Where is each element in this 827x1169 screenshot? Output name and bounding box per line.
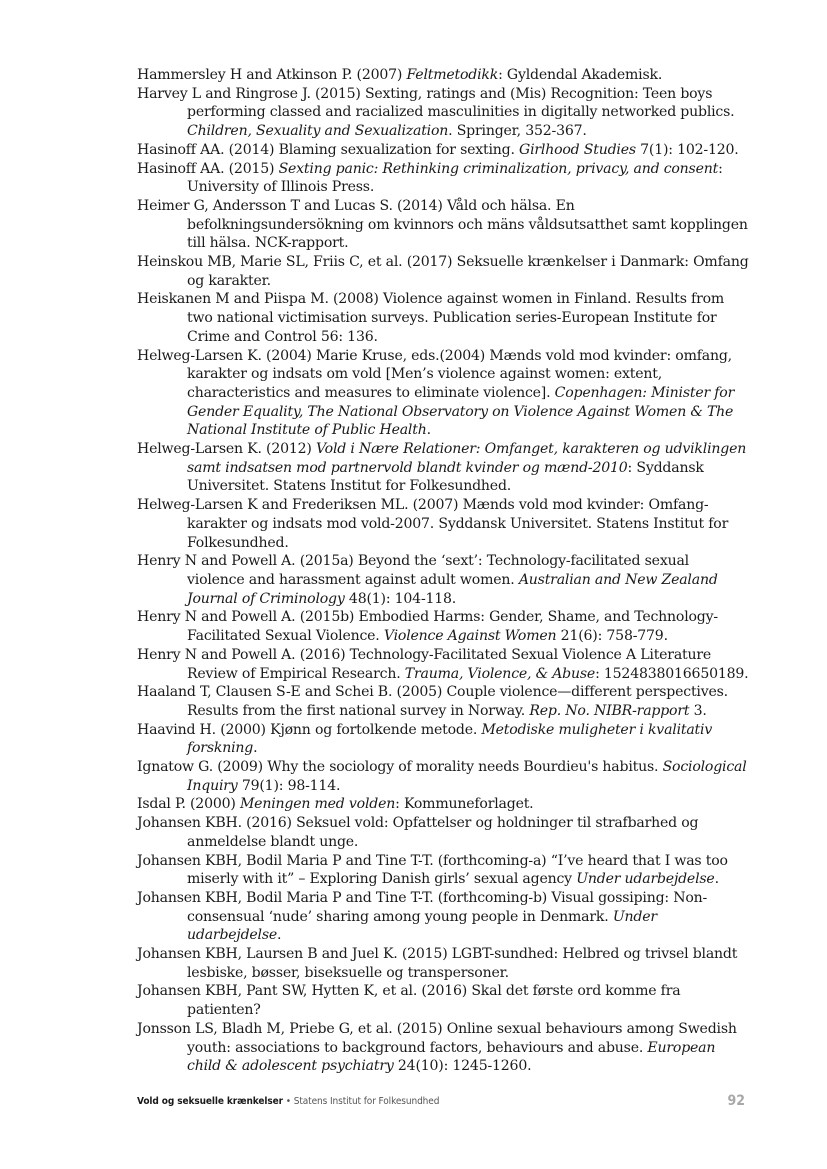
reference-text: Henry N and Powell A. (2016) Technology-Facilitated Sexual Violence A Literature Review of Empirical Research. bbox=[137, 646, 712, 682]
reference-entry bbox=[137, 290, 749, 346]
reference-entry bbox=[137, 814, 749, 851]
reference-italic-text: Under udarbejdelse bbox=[576, 871, 715, 888]
reference-italic-text: Violence Against Women bbox=[383, 628, 557, 645]
reference-italic-text: Trauma, Violence, & Abuse bbox=[404, 665, 596, 682]
reference-text: 21(6): 758-779. bbox=[556, 628, 668, 645]
reference-italic-text: Metodiske muligheter i kvalitativ forskning bbox=[187, 721, 713, 757]
reference-entry bbox=[137, 889, 749, 945]
reference-entry bbox=[137, 197, 749, 253]
reference-italic-text: Rep. No. NIBR-rapport bbox=[529, 702, 690, 719]
reference-text: Helweg-Larsen K and Frederiksen ML. (2007) Mænds vold mod kvinder: Omfang-karakter og indsats mod vold-2007. Syddansk Universitet. Statens Institut for Folkesundhed. bbox=[137, 497, 729, 551]
reference-text: Hammersley H and Atkinson P. (2007) bbox=[137, 67, 407, 83]
reference-italic-text: Vold i Nære Relationer: Omfanget, karakteren og udviklingen samt indsatsen mod partnervold blandt kvinder og mænd-2010 bbox=[187, 441, 747, 476]
reference-text: Hasinoff AA. (2014) Blaming sexualization for sexting. bbox=[137, 141, 520, 158]
reference-text: Johansen KBH, Pant SW, Hytten K, et al. (2016) Skal det første ord komme fra patienten? bbox=[137, 983, 681, 1019]
reference-text: . bbox=[253, 740, 258, 757]
reference-text: Johansen KBH, Laursen B and Juel K. (2015) LGBT-sundhed: Helbred og trivsel blandt lesbiske, bøsser, biseksuelle og transpersoner. bbox=[137, 946, 738, 981]
reference-entry bbox=[137, 683, 749, 720]
reference-entry bbox=[137, 982, 749, 1019]
reference-italic-text: Children, Sexuality and Sexualization bbox=[187, 123, 449, 140]
reference-text: Heinskou MB, Marie SL, Friis C, et al. (2017) Seksuelle krænkelser i Danmark: Omfang og karakter. bbox=[137, 254, 749, 289]
reference-text: : University of Illinois Press. bbox=[187, 160, 723, 196]
reference-list bbox=[137, 66, 749, 1076]
reference-text: : Gyldendal Akademisk. bbox=[498, 67, 663, 83]
reference-italic-text: Australian and New Zealand Journal of Criminology bbox=[187, 571, 718, 607]
reference-text: 79(1): 98-114. bbox=[237, 777, 341, 794]
reference-entry bbox=[137, 66, 749, 85]
reference-italic-text: Copenhagen: Minister for Gender Equality, The National Observatory on Violence Against Women & The National Institute of Public Health bbox=[187, 384, 735, 439]
reference-text: Johansen KBH, Bodil Maria P and Tine T-T. (forthcoming-b) Visual gossiping: Non-consensual ‘nude’ sharing among young people in Denmark. bbox=[137, 889, 708, 925]
reference-italic-text: Meningen med volden bbox=[239, 796, 396, 813]
reference-entry bbox=[137, 1020, 749, 1076]
reference-entry bbox=[137, 160, 749, 197]
reference-entry bbox=[137, 795, 749, 814]
reference-text: Johansen KBH. (2016) Seksuel vold: Opfattelser og holdninger til strafbarhed og anmeldelse blandt unge. bbox=[137, 815, 699, 850]
page-number: 92 bbox=[727, 1093, 745, 1109]
reference-entry bbox=[137, 253, 749, 290]
reference-text: Henry N and Powell A. (2015a) Beyond the ‘sext’: Technology-facilitated sexual violence and harassment against adult women. bbox=[137, 553, 689, 588]
reference-text: 3. bbox=[689, 702, 707, 719]
reference-text: : 1524838016650189. bbox=[595, 665, 749, 682]
reference-text: Jonsson LS, Bladh M, Priebe G, et al. (2015) Online sexual behaviours among Swedish youth: associations to background factors, behaviours and abuse. bbox=[137, 1020, 737, 1056]
page-footer bbox=[137, 1093, 745, 1111]
reference-text: . bbox=[714, 871, 719, 888]
reference-text: Hasinoff AA. (2015) bbox=[137, 160, 279, 177]
reference-text: Heiskanen M and Piispa M. (2008) Violence against women in Finland. Results from two national victimisation surveys. Publication series-European Institute for Crime and Control 56: 136. bbox=[137, 291, 725, 345]
reference-italic-text: Sexting panic: Rethinking criminalization, privacy, and consent bbox=[278, 160, 719, 177]
reference-text: . bbox=[277, 927, 282, 944]
reference-text: Johansen KBH, Bodil Maria P and Tine T-T. (forthcoming-a) “I’ve heard that I was too miserly with it” – Exploring Danish girls’ sexual agency bbox=[137, 852, 728, 888]
reference-text: 7(1): 102-120. bbox=[635, 141, 739, 158]
reference-entry bbox=[137, 141, 749, 160]
reference-text: . Springer, 352-367. bbox=[448, 123, 587, 140]
reference-text: : Syddansk Universitet. Statens Institut for Folkesundhed. bbox=[187, 459, 704, 495]
reference-text: Isdal P. (2000) bbox=[137, 796, 240, 813]
reference-text: Harvey L and Ringrose J. (2015) Sexting, ratings and (Mis) Recognition: Teen boys performing classed and racialized masculinities in digitally networked publics. bbox=[137, 85, 735, 121]
reference-italic-text: European child & adolescent psychiatry bbox=[187, 1039, 716, 1075]
reference-text: Henry N and Powell A. (2015b) Embodied Harms: Gender, Shame, and Technology-Facilitated Sexual Violence. bbox=[137, 609, 718, 645]
reference-text: : Kommuneforlaget. bbox=[395, 796, 534, 813]
reference-text: Helweg-Larsen K. (2004) Marie Kruse, eds.(2004) Mænds vold mod kvinder: omfang, karakter og indsats om vold [Men’s violence against women: extent, characteristics and measures to eliminate violence]. bbox=[137, 347, 732, 401]
reference-text: Helweg-Larsen K. (2012) bbox=[137, 441, 316, 458]
reference-entry bbox=[137, 945, 749, 982]
reference-entry bbox=[137, 758, 749, 795]
reference-text: Heimer G, Andersson T and Lucas S. (2014) Våld och hälsa. En befolkningsundersökning om kvinnors och mäns våldsutsatthet samt kopplingen till hälsa. NCK-rapport. bbox=[137, 197, 748, 252]
reference-entry bbox=[137, 552, 749, 608]
reference-entry bbox=[137, 646, 749, 683]
reference-entry bbox=[137, 85, 749, 141]
reference-text: 24(10): 1245-1260. bbox=[393, 1058, 532, 1075]
reference-entry bbox=[137, 852, 749, 889]
reference-italic-text: Feltmetodikk bbox=[406, 67, 499, 83]
reference-italic-text: Under udarbejdelse bbox=[187, 908, 657, 944]
footer-publisher: Statens Institut for Folkesundhed bbox=[293, 1096, 440, 1107]
reference-entry bbox=[137, 440, 749, 496]
reference-entry bbox=[137, 721, 749, 758]
reference-text: Ignatow G. (2009) Why the sociology of morality needs Bourdieu's habitus. bbox=[137, 759, 663, 776]
reference-entry bbox=[137, 496, 749, 552]
reference-entry bbox=[137, 608, 749, 645]
footer-title: Vold og seksuelle krænkelser • Statens Institut for Folkesundhed bbox=[137, 1096, 440, 1107]
reference-entry bbox=[137, 347, 749, 441]
reference-italic-text: Sociological Inquiry bbox=[187, 759, 747, 794]
footer-separator: • bbox=[282, 1096, 294, 1107]
reference-text: 48(1): 104-118. bbox=[344, 590, 457, 607]
reference-text: Haaland T, Clausen S-E and Schei B. (2005) Couple violence—different perspectives. Results from the first national survey in Norway. bbox=[137, 684, 728, 719]
reference-italic-text: Girlhood Studies bbox=[519, 141, 636, 158]
reference-text: . bbox=[426, 422, 431, 439]
reference-text: Haavind H. (2000) Kjønn og fortolkende metode. bbox=[137, 721, 482, 738]
